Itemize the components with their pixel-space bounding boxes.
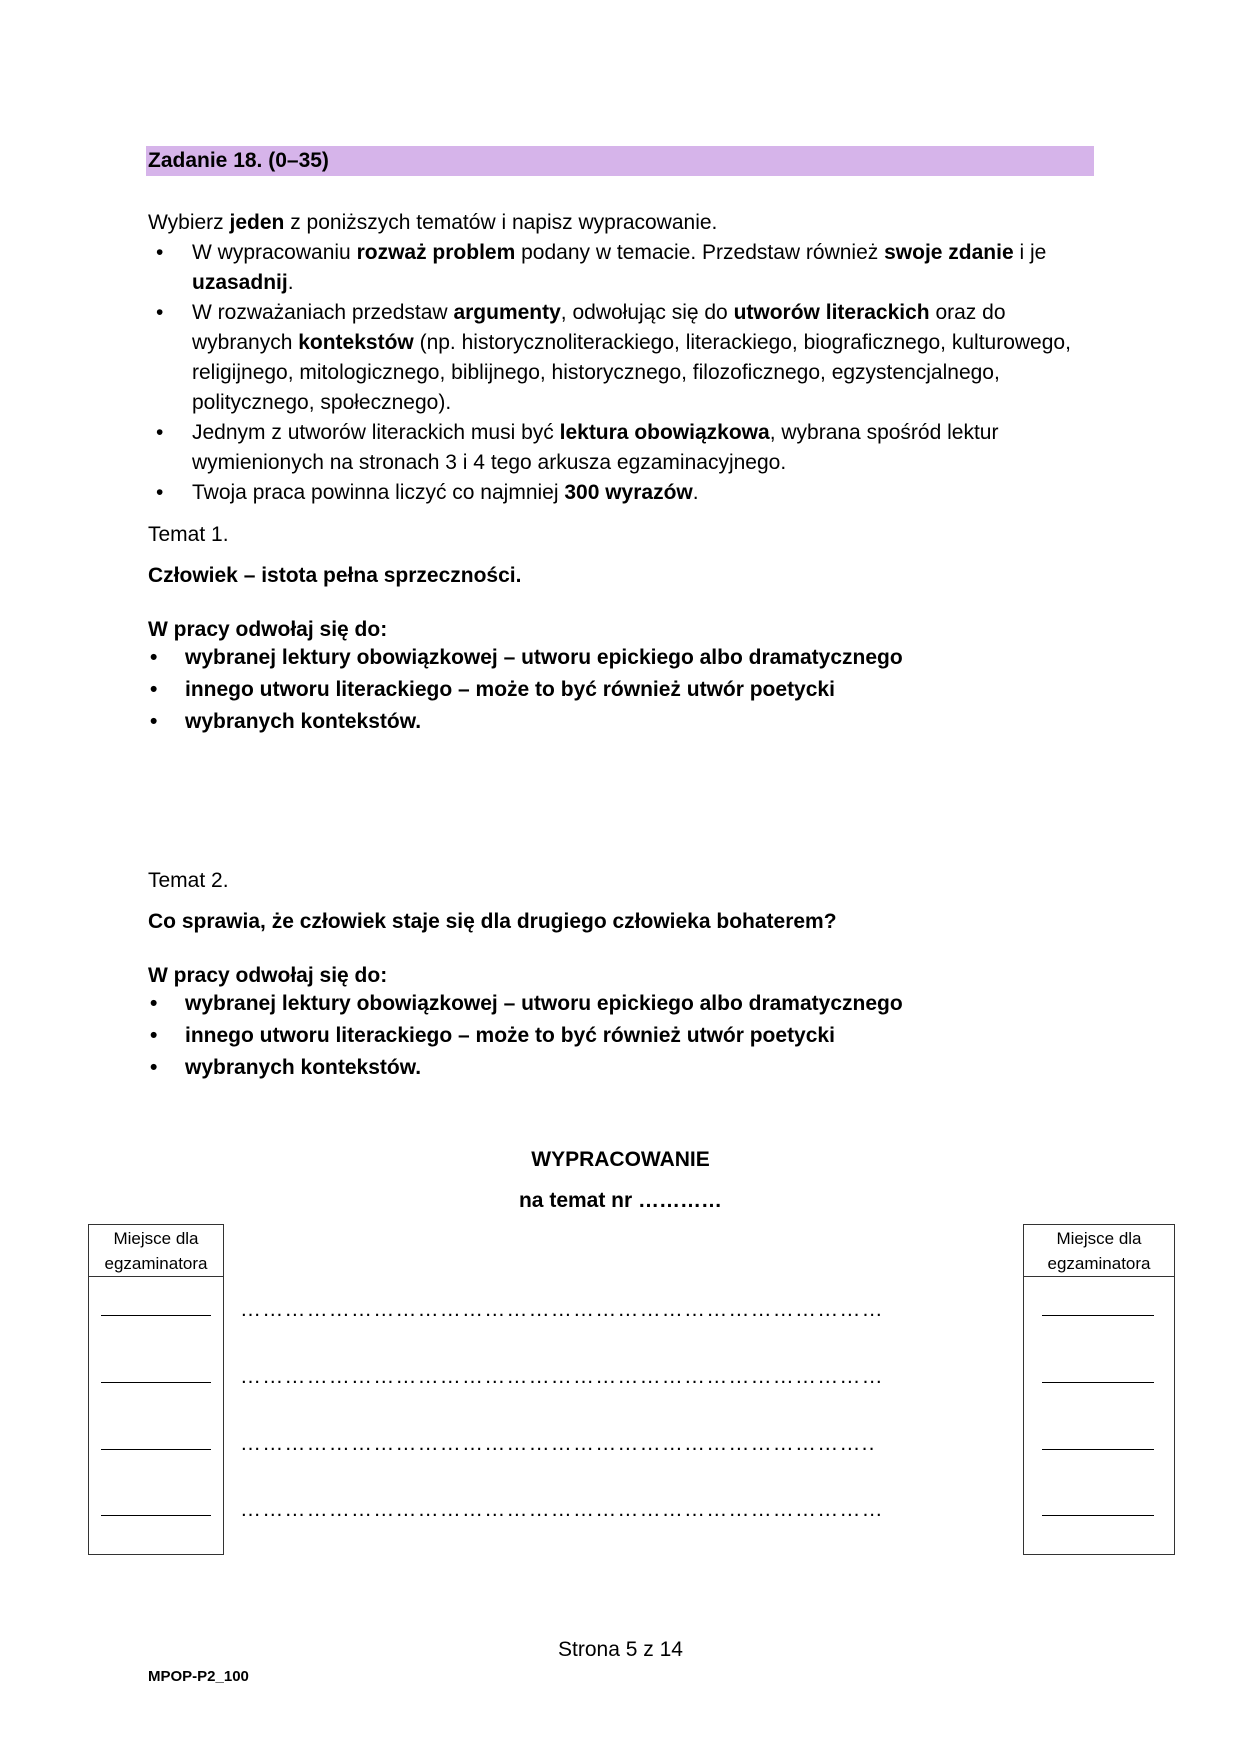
score-field[interactable] [1042, 1382, 1154, 1383]
topic-1-req-title: W pracy odwołaj się do: [148, 618, 388, 641]
examiner-box-left-header: Miejsce dla egzaminatora [89, 1225, 223, 1277]
writing-line[interactable]: ………………………………………………………………………….. [240, 1432, 876, 1455]
task-header: Zadanie 18. (0–35) [146, 146, 1094, 176]
score-field[interactable] [1042, 1449, 1154, 1450]
topic-2-req-item: • wybranych kontekstów. [148, 1052, 1048, 1084]
writing-line[interactable]: …………………………………………………………………………… [240, 1365, 884, 1388]
topic-1-req-item: • wybranych kontekstów. [148, 706, 1048, 738]
essay-subtitle: na temat nr ………… [518, 1189, 723, 1212]
score-field[interactable] [101, 1315, 211, 1316]
examiner-box-right [1023, 1224, 1175, 1555]
score-field[interactable] [1042, 1315, 1154, 1316]
topic-1-title: Człowiek – istota pełna sprzeczności. [148, 564, 522, 587]
intro-instruction: Wybierz jeden z poniższych tematów i napisz wypracowanie. [148, 211, 718, 234]
rule-item: • W rozważaniach przedstaw argumenty, odwołując się do utworów literackich oraz do wybranych kontekstów (np. historycznoliterackiego, literackiego, biograficznego, kulturowego, religijnego, mitologicznego, biblijnego, historycznego, filozoficznego, egzystencjalnego, politycznego, społecznego). [148, 298, 1098, 418]
score-field[interactable] [101, 1449, 211, 1450]
writing-line[interactable]: …………………………………………………………………………… [240, 1498, 884, 1521]
topic-1-req-list [148, 642, 1048, 738]
examiner-box-right-header: Miejsce dla egzaminatora [1024, 1225, 1174, 1277]
score-field[interactable] [101, 1382, 211, 1383]
topic-1-req-item: • innego utworu literackiego – może to być również utwór poetycki [148, 674, 1048, 706]
rule-item: • Jednym z utworów literackich musi być lektura obowiązkowa, wybrana spośród lektur wymienionych na stronach 3 i 4 tego arkusza egzaminacyjnego. [148, 418, 1098, 478]
examiner-box-left [88, 1224, 224, 1555]
intro-bold: jeden [229, 211, 285, 234]
score-field[interactable] [1042, 1515, 1154, 1516]
rule-item: • Twoja praca powinna liczyć co najmniej 300 wyrazów. [148, 478, 1098, 508]
essay-title: WYPRACOWANIE [531, 1148, 710, 1171]
topic-2-req-list [148, 988, 1048, 1084]
topic-2-req-title: W pracy odwołaj się do: [148, 964, 388, 987]
topic-2-title: Co sprawia, że człowiek staje się dla drugiego człowieka bohaterem? [148, 910, 837, 933]
page-number: Strona 5 z 14 [558, 1638, 683, 1661]
topic-2-req-item: • wybranej lektury obowiązkowej – utworu epickiego albo dramatycznego [148, 988, 1048, 1020]
score-field[interactable] [101, 1515, 211, 1516]
exam-code: MPOP-P2_100 [148, 1668, 249, 1685]
topic-1-label: Temat 1. [148, 523, 229, 546]
topic-2-label: Temat 2. [148, 869, 229, 892]
writing-line[interactable]: …………………………………………………………………………… [240, 1298, 884, 1321]
topic-2-req-item: • innego utworu literackiego – może to być również utwór poetycki [148, 1020, 1048, 1052]
rule-item: • W wypracowaniu rozważ problem podany w temacie. Przedstaw również swoje zdanie i je uzasadnij. [148, 238, 1098, 298]
rules-list [148, 238, 1098, 508]
topic-1-req-item: • wybranej lektury obowiązkowej – utworu epickiego albo dramatycznego [148, 642, 1048, 674]
